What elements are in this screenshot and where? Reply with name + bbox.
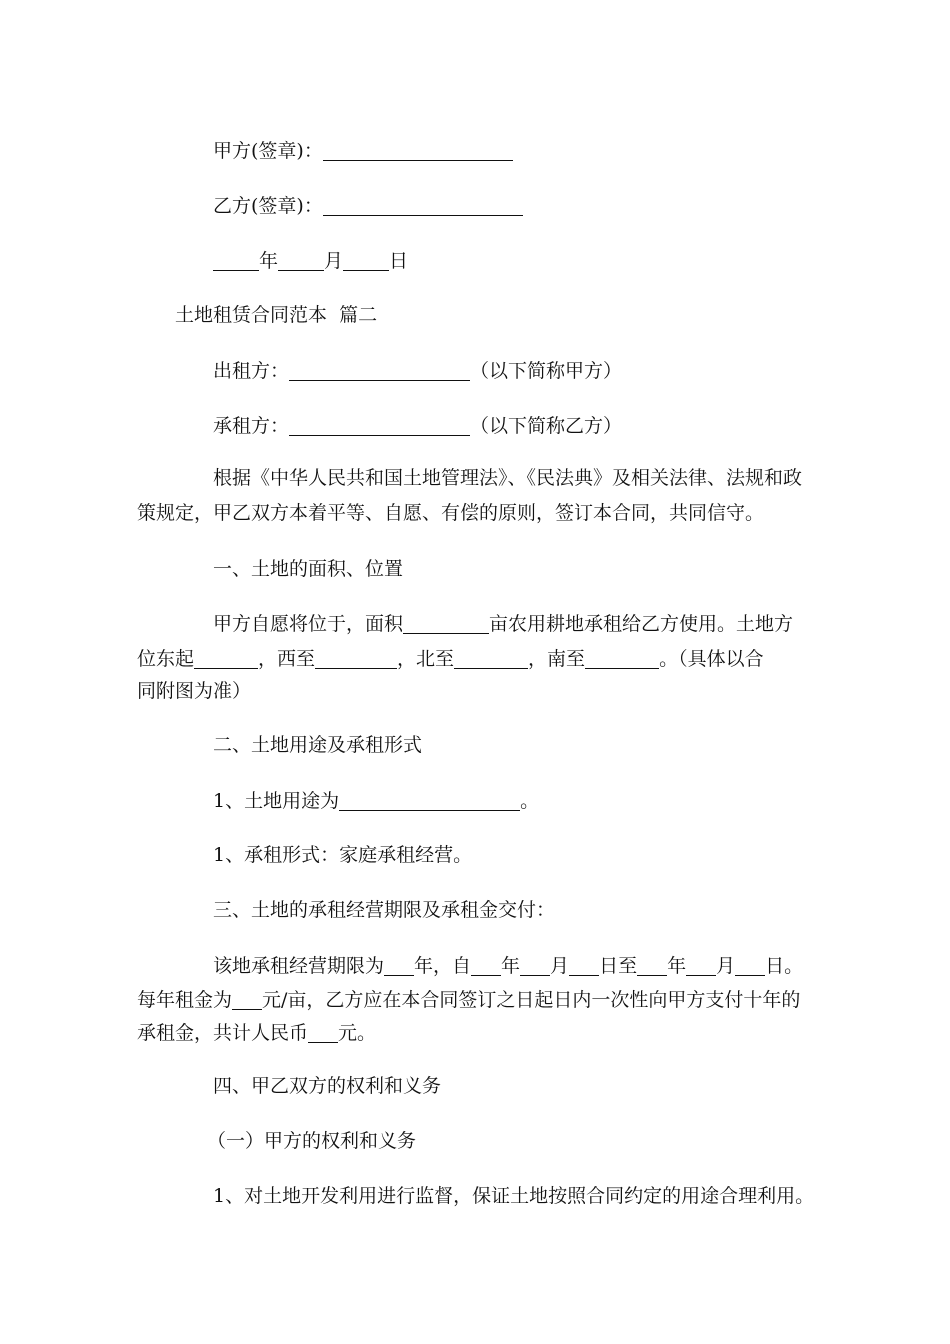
start-month-blank[interactable] xyxy=(520,955,550,976)
section-title: 土地租赁合同范本 篇二 xyxy=(175,304,378,326)
term-years-blank[interactable] xyxy=(384,955,414,976)
term-text: 月 xyxy=(550,955,570,977)
land-use-line xyxy=(213,790,539,811)
rent-text: 每年租金为 xyxy=(137,989,233,1011)
party-a-signature-line xyxy=(213,140,513,161)
lessee-label: 承租方： xyxy=(213,415,290,437)
lessor-label: 出租方： xyxy=(213,360,290,382)
term-text: 该地承租经营期限为 xyxy=(213,955,385,977)
lessor-suffix: （以下简称甲方） xyxy=(470,360,623,382)
end-day-blank[interactable] xyxy=(735,955,765,976)
party-b-signature-label: 乙方(签章)： xyxy=(213,195,323,217)
lease-form-line: 1、承租形式：家庭承租经营。 xyxy=(213,844,473,866)
land-use-blank[interactable] xyxy=(339,790,520,811)
date-year-blank[interactable] xyxy=(213,250,259,271)
clause1-text: 甲方自愿将位于，面积 xyxy=(213,613,404,635)
land-use-label: 1、土地用途为 xyxy=(213,790,340,812)
date-day-label: 日 xyxy=(389,250,409,272)
clause1-text: 。（具体以合 xyxy=(659,648,764,670)
term-text: 年 xyxy=(667,955,687,977)
north-boundary-blank[interactable] xyxy=(454,648,528,669)
date-day-blank[interactable] xyxy=(343,250,389,271)
clause4-item1: 1、对土地开发利用进行监督，保证土地按照合同约定的用途合理利用。 xyxy=(213,1185,815,1207)
start-day-blank[interactable] xyxy=(569,955,599,976)
rent-per-mu-blank[interactable] xyxy=(232,989,262,1010)
lessor-line xyxy=(213,360,622,381)
land-use-end: 。 xyxy=(520,790,540,812)
clause3-heading: 三、土地的承租经营期限及承租金交付： xyxy=(213,899,556,921)
term-text: 日。 xyxy=(765,955,804,977)
clause1-heading: 一、土地的面积、位置 xyxy=(213,558,404,580)
total-rent-text: 元。 xyxy=(338,1022,377,1044)
rent-line xyxy=(137,989,800,1010)
clause1-line1 xyxy=(213,613,793,634)
clause1-text: ，北至 xyxy=(397,648,455,670)
party-b-signature-line xyxy=(213,195,523,216)
clause4-heading: 四、甲乙双方的权利和义务 xyxy=(213,1075,442,1097)
clause1-text: 亩农用耕地承租给乙方使用。土地方 xyxy=(489,613,794,635)
clause1-line3: 同附图为准） xyxy=(137,680,252,702)
rent-text: 元/亩，乙方应在本合同签订之日起日内一次性向甲方支付十年的 xyxy=(262,989,801,1011)
clause1-text: 位东起 xyxy=(137,648,195,670)
term-line xyxy=(213,955,803,976)
clause1-text: ，西至 xyxy=(258,648,316,670)
date-month-blank[interactable] xyxy=(278,250,324,271)
term-text: 年，自 xyxy=(414,955,472,977)
party-b-signature-blank[interactable] xyxy=(323,195,523,216)
total-rent-text: 承租金，共计人民币 xyxy=(137,1022,309,1044)
end-month-blank[interactable] xyxy=(686,955,716,976)
intro-paragraph: 根据《中华人民共和国土地管理法》、《民法典》及相关法律、法规和政策规定，甲乙双方本着平等、自愿、有偿的原则，签订本合同，共同信守。 xyxy=(137,467,803,524)
party-a-signature-label: 甲方(签章)： xyxy=(213,140,323,162)
clause1-line2 xyxy=(137,648,764,669)
date-year-label: 年 xyxy=(259,250,279,272)
party-a-signature-blank[interactable] xyxy=(323,140,513,161)
lessee-line xyxy=(213,415,622,436)
west-boundary-blank[interactable] xyxy=(315,648,397,669)
lessee-blank[interactable] xyxy=(289,415,470,436)
signature-date-line xyxy=(213,250,408,271)
term-text: 年 xyxy=(501,955,521,977)
date-month-label: 月 xyxy=(324,250,344,272)
term-text: 日至 xyxy=(599,955,638,977)
area-blank[interactable] xyxy=(403,613,489,634)
start-year-blank[interactable] xyxy=(471,955,501,976)
lessee-suffix: （以下简称乙方） xyxy=(470,415,623,437)
clause4-subheading: （一）甲方的权利和义务 xyxy=(207,1130,417,1152)
end-year-blank[interactable] xyxy=(637,955,667,976)
term-text: 月 xyxy=(716,955,736,977)
total-rent-blank[interactable] xyxy=(308,1022,338,1043)
total-rent-line xyxy=(137,1022,376,1043)
south-boundary-blank[interactable] xyxy=(585,648,659,669)
clause1-text: ，南至 xyxy=(528,648,586,670)
lessor-blank[interactable] xyxy=(289,360,470,381)
clause2-heading: 二、土地用途及承租形式 xyxy=(213,734,423,756)
east-boundary-blank[interactable] xyxy=(194,648,258,669)
